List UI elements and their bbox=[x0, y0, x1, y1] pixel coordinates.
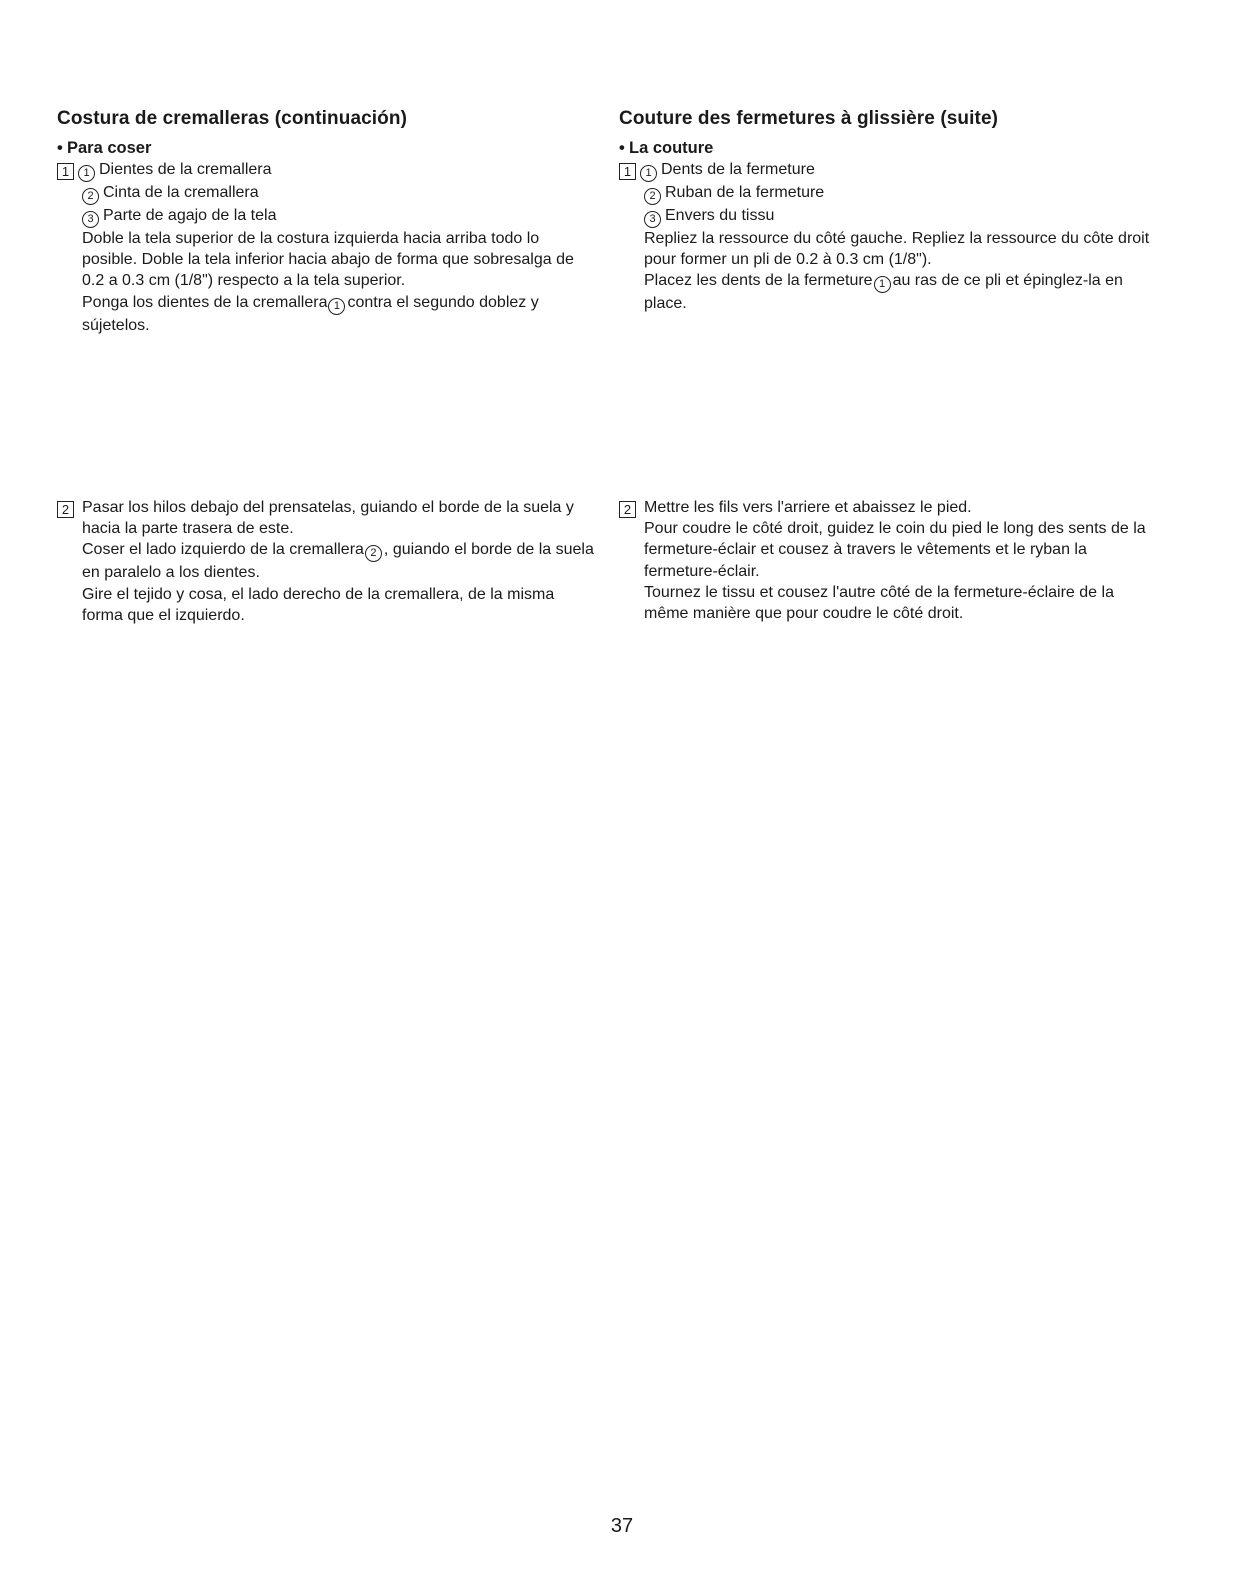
french-step1-text-a: Repliez la ressource du côté gauche. Repliez la ressource du côte droit pour former un pli de 0.2 à 0.3 cm (1/8"). bbox=[644, 230, 1150, 269]
french-step2-text-b: Pour coudre le côté droit, guidez le coin du pied le long des sents de la fermeture-éclair et cousez à travers le vêtements et le ryban la fermeture-éclair. bbox=[644, 520, 1146, 580]
french-subtitle: • La couture bbox=[619, 139, 714, 157]
circled-number: 1 bbox=[874, 276, 891, 293]
circled-number: 1 bbox=[640, 165, 657, 182]
spanish-item-1: 1 1 Dientes de la cremallera bbox=[57, 159, 597, 182]
spanish-step2-text-b: Coser el lado izquierdo de la cremallera 2 , guiando el borde de la suela en paralelo a los dientes. bbox=[82, 541, 594, 582]
step-number-box: 1 bbox=[57, 163, 74, 180]
bullet-icon: • bbox=[57, 139, 63, 157]
spanish-step1-text-a: Doble la tela superior de la costura izquierda hacia arriba todo lo posible. Doble la tela inferior hacia abajo de forma que sobresalga de 0.2 a 0.3 cm (1/8") respecto a la tela superior. bbox=[82, 230, 574, 290]
spanish-step1-section bbox=[57, 108, 597, 336]
spanish-item-2: 2 Cinta de la cremallera bbox=[57, 182, 597, 205]
french-step2-text-c: Tournez le tissu et cousez l'autre côté de la fermeture-éclaire de la même manière que pour coudre le côté droit. bbox=[644, 583, 1114, 623]
spanish-step2-text-c: Gire el tejido y cosa, el lado derecho de la cremallera, de la misma forma que el izquierdo. bbox=[82, 585, 555, 624]
spanish-subtitle: • Para coser bbox=[57, 139, 152, 157]
french-step2-section bbox=[619, 497, 1159, 624]
spanish-item-3: 3 Parte de agajo de la tela bbox=[57, 205, 597, 228]
spanish-step2-section bbox=[57, 497, 597, 626]
circled-number: 2 bbox=[644, 188, 661, 205]
circled-number: 2 bbox=[365, 545, 382, 562]
step-number-box: 2 bbox=[57, 501, 74, 518]
circled-number: 3 bbox=[82, 211, 99, 228]
french-step1-section bbox=[619, 108, 1159, 315]
circled-number: 1 bbox=[328, 298, 345, 315]
french-step1-text-b: Placez les dents de la fermeture 1 au ras de ce pli et épinglez-la en place. bbox=[644, 272, 1123, 313]
bullet-icon: • bbox=[619, 139, 625, 157]
spanish-step2-text-a: 2 Pasar los hilos debajo del prensatelas, guiando el borde de la suela y hacia la parte trasera de este. bbox=[57, 497, 597, 539]
french-item-3: 3 Envers du tissu bbox=[619, 205, 1159, 228]
step-number-box: 1 bbox=[619, 163, 636, 180]
spanish-title: Costura de cremalleras (continuación) bbox=[57, 108, 408, 129]
french-title: Couture des fermetures à glissière (suite) bbox=[619, 108, 999, 129]
french-step2-text-a: 2 Mettre les fils vers l'arriere et abaissez le pied. bbox=[619, 497, 1159, 518]
spanish-step1-text-b: Ponga los dientes de la cremallera 1 contra el segundo doblez y sújetelos. bbox=[82, 293, 539, 334]
french-item-1: 1 1 Dents de la fermeture bbox=[619, 159, 1159, 182]
circled-number: 1 bbox=[78, 165, 95, 182]
page-number: 37 bbox=[610, 1515, 634, 1537]
circled-number: 2 bbox=[82, 188, 99, 205]
french-item-2: 2 Ruban de la fermeture bbox=[619, 182, 1159, 205]
circled-number: 3 bbox=[644, 211, 661, 228]
step-number-box: 2 bbox=[619, 501, 636, 518]
